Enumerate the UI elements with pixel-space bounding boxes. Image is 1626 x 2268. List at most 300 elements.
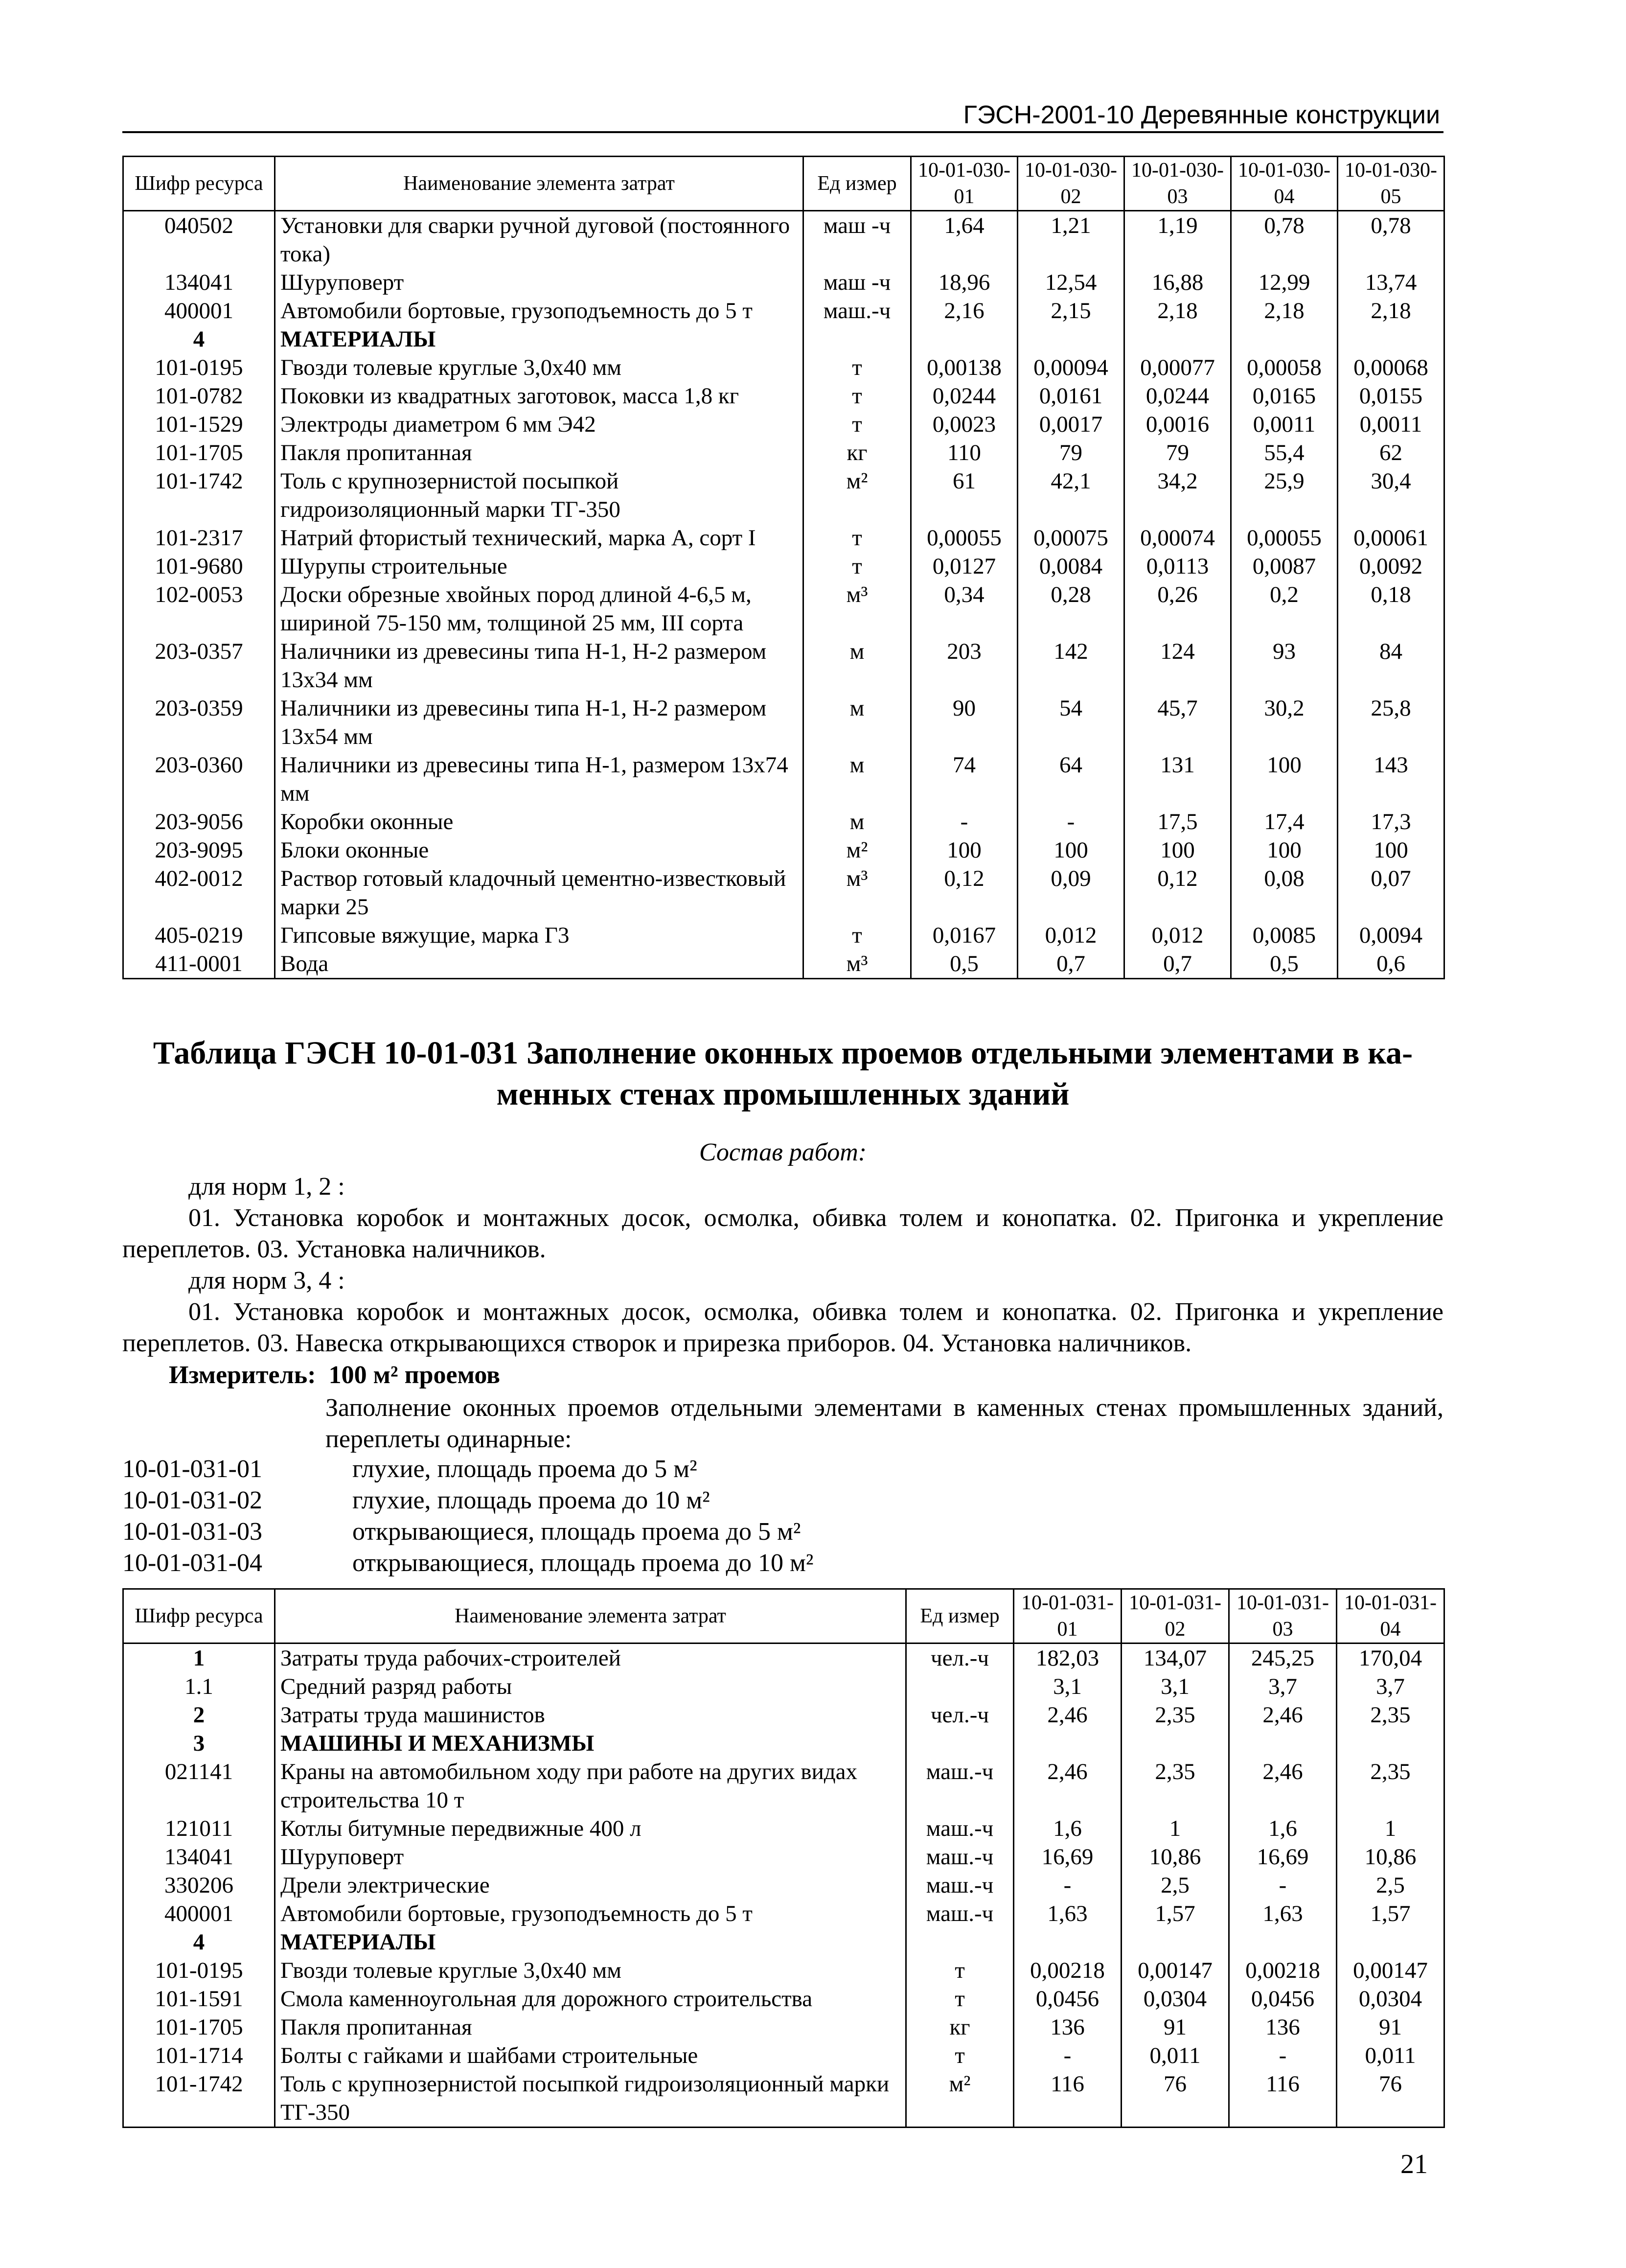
norm-value: 0,0244: [911, 382, 1018, 410]
norm-value: 16,88: [1124, 268, 1231, 297]
table-row: [123, 921, 1444, 949]
resource-name: Гвозди толевые круглые 3,0х40 мм: [275, 353, 803, 382]
norm-value: 62: [1338, 439, 1444, 467]
resource-table-031: [122, 1588, 1445, 2128]
norm-value: 100: [1018, 836, 1124, 864]
norm-value: 0,00075: [1018, 524, 1124, 552]
table-row: [123, 524, 1444, 552]
resource-name: Раствор готовый кладочный цементно-известковый марки 25: [275, 864, 803, 921]
norm-value: 0,0084: [1018, 552, 1124, 580]
resource-code: 3: [123, 1729, 275, 1758]
unit: [906, 1928, 1014, 1956]
norm-value: 2,46: [1014, 1701, 1122, 1729]
norm-value: 1: [1122, 1814, 1229, 1843]
resource-code: 101-9680: [123, 552, 275, 580]
table-row: [123, 382, 1444, 410]
norm-value: 1,19: [1124, 211, 1231, 269]
norm-value: 25,9: [1231, 467, 1338, 524]
norm-value: 3,7: [1229, 1672, 1337, 1701]
resource-code: 2: [123, 1701, 275, 1729]
table-row: [123, 211, 1444, 269]
norm-value: 0,07: [1338, 864, 1444, 921]
resource-name: Шуруповерт: [275, 268, 803, 297]
norm-value: 1,6: [1014, 1814, 1122, 1843]
norm-value: 124: [1124, 637, 1231, 694]
col-header-name: Наименование элемента затрат: [275, 157, 803, 211]
table-row: [123, 949, 1444, 979]
norm-value: 0,0011: [1231, 410, 1338, 439]
norm-value: 131: [1124, 751, 1231, 808]
norms-3-4-label: для норм 3, 4 :: [188, 1267, 345, 1295]
norm-value: 30,4: [1338, 467, 1444, 524]
norm-value: -: [1014, 2041, 1122, 2070]
norm-code: 10-01-031-02: [122, 1486, 262, 1514]
unit: м³: [803, 864, 911, 921]
norm-value: [1014, 1729, 1122, 1758]
resource-code: 4: [123, 325, 275, 353]
norm-value: 0,0087: [1231, 552, 1338, 580]
norm-value: 1,63: [1229, 1899, 1337, 1928]
norm-value: 0,12: [1124, 864, 1231, 921]
norm-value: 18,96: [911, 268, 1018, 297]
norm-value: 0,0127: [911, 552, 1018, 580]
resource-code: 203-0359: [123, 694, 275, 751]
norm-value: 0,78: [1338, 211, 1444, 269]
resource-code: 1.1: [123, 1672, 275, 1701]
table-row: [123, 353, 1444, 382]
norm-value: -: [1229, 2041, 1337, 2070]
table-row: [123, 1643, 1444, 1673]
section-row: [123, 325, 1444, 353]
norm-value: 136: [1229, 2013, 1337, 2041]
norm-value: -: [1014, 1871, 1122, 1899]
norm-value: 142: [1018, 637, 1124, 694]
norm-value: 42,1: [1018, 467, 1124, 524]
table-row: [123, 1956, 1444, 1985]
col-header-norm: 10-01-030-04: [1231, 157, 1338, 211]
resource-name: Вода: [275, 949, 803, 979]
resource-name: Затраты труда машинистов: [275, 1701, 906, 1729]
unit: м³: [803, 580, 911, 637]
norms-1-2-text: 01. Установка коробок и монтажных досок, осмолка, обивка толем и конопатка. 02. Пригонка и укрепление переплетов. 03. Установка наличников.: [122, 1204, 1443, 1263]
norm-value: 1,64: [911, 211, 1018, 269]
col-header-norm: 10-01-030-03: [1124, 157, 1231, 211]
norm-value: 2,18: [1124, 297, 1231, 325]
unit: маш.-ч: [906, 1758, 1014, 1814]
resource-name: Наличники из древесины типа Н-1, Н-2 размером 13х34 мм: [275, 637, 803, 694]
col-header-unit: Ед измер: [906, 1589, 1014, 1643]
norm-value: 0,00055: [1231, 524, 1338, 552]
resource-name: Гипсовые вяжущие, марка Г3: [275, 921, 803, 949]
resource-code: 4: [123, 1928, 275, 1956]
resource-code: 101-0195: [123, 353, 275, 382]
unit: м²: [803, 467, 911, 524]
resource-code: 101-0782: [123, 382, 275, 410]
table-row: [123, 1701, 1444, 1729]
resource-code: 203-9056: [123, 808, 275, 836]
norm-value: 0,0113: [1124, 552, 1231, 580]
table-row: [123, 467, 1444, 524]
norm-value: 64: [1018, 751, 1124, 808]
resource-code: 101-1742: [123, 467, 275, 524]
table-row: [123, 694, 1444, 751]
unit: т: [906, 2041, 1014, 2070]
norm-value: 0,011: [1337, 2041, 1444, 2070]
norm-value: 0,0167: [911, 921, 1018, 949]
table-row: [123, 864, 1444, 921]
table-row: [123, 2041, 1444, 2070]
title-line-1: Таблица ГЭСН 10-01-031 Заполнение оконных проемов отдельными элементами в ка-: [153, 1035, 1413, 1071]
table-row: [123, 1758, 1444, 1814]
norm-value: [1229, 1729, 1337, 1758]
resource-code: 405-0219: [123, 921, 275, 949]
col-header-norm: 10-01-031-03: [1229, 1589, 1337, 1643]
resource-name: Шуруповерт: [275, 1843, 906, 1871]
table-header-row: [123, 157, 1444, 211]
unit: чел.-ч: [906, 1643, 1014, 1673]
norm-value: 0,00061: [1338, 524, 1444, 552]
norm-value: 2,35: [1337, 1701, 1444, 1729]
section-row: [123, 1729, 1444, 1758]
norm-value: 1,6: [1229, 1814, 1337, 1843]
resource-name: Наличники из древесины типа Н-1, размером 13х74 мм: [275, 751, 803, 808]
resource-code: 1: [123, 1643, 275, 1673]
norm-value: 12,99: [1231, 268, 1338, 297]
unit: кг: [803, 439, 911, 467]
norm-value: 0,00138: [911, 353, 1018, 382]
norm-description: Заполнение оконных проемов отдельными элементами в каменных стенах промышленных зданий, переплеты одинарные:: [325, 1394, 1443, 1453]
norm-value: 0,00218: [1014, 1956, 1122, 1985]
resource-name: Доски обрезные хвойных пород длиной 4-6,5 м, шириной 75-150 мм, толщиной 25 мм, III сорта: [275, 580, 803, 637]
norm-value: 90: [911, 694, 1018, 751]
norm-value: [1122, 1928, 1229, 1956]
norm-value: 54: [1018, 694, 1124, 751]
norm-value: 17,4: [1231, 808, 1338, 836]
norm-value: 0,0085: [1231, 921, 1338, 949]
norm-value: 100: [1338, 836, 1444, 864]
norm-variant: открывающиеся, площадь проема до 10 м²: [352, 1549, 814, 1577]
unit: м: [803, 637, 911, 694]
norm-value: 0,12: [911, 864, 1018, 921]
title-line-2: менных стенах промышленных зданий: [496, 1076, 1070, 1112]
norm-value: [1229, 1928, 1337, 1956]
norm-variant: глухие, площадь проема до 5 м²: [352, 1455, 697, 1483]
resource-name: МАТЕРИАЛЫ: [275, 325, 803, 353]
resource-name: Пакля пропитанная: [275, 439, 803, 467]
resource-name: МАШИНЫ И МЕХАНИЗМЫ: [275, 1729, 906, 1758]
table-header-row: [123, 1589, 1444, 1643]
table-row: [123, 439, 1444, 467]
page-number: 21: [1400, 2149, 1428, 2179]
norm-value: 2,35: [1122, 1701, 1229, 1729]
norm-value: 74: [911, 751, 1018, 808]
norm-value: 0,0304: [1337, 1985, 1444, 2013]
norm-value: 76: [1337, 2070, 1444, 2128]
norm-code: 10-01-031-04: [122, 1549, 262, 1577]
norm-value: [911, 325, 1018, 353]
resource-code: 121011: [123, 1814, 275, 1843]
norm-value: 0,7: [1018, 949, 1124, 979]
norm-value: 0,00074: [1124, 524, 1231, 552]
norm-value: [1018, 325, 1124, 353]
norm-value: 100: [1231, 836, 1338, 864]
col-header-norm: 10-01-031-04: [1337, 1589, 1444, 1643]
resource-name: Шурупы строительные: [275, 552, 803, 580]
unit: кг: [906, 2013, 1014, 2041]
col-header-norm: 10-01-030-01: [911, 157, 1018, 211]
norm-value: 2,46: [1014, 1758, 1122, 1814]
resource-code: 101-1705: [123, 439, 275, 467]
norm-value: 0,011: [1122, 2041, 1229, 2070]
resource-name: Наличники из древесины типа Н-1, Н-2 размером 13х54 мм: [275, 694, 803, 751]
norm-value: 0,5: [1231, 949, 1338, 979]
section-row: [123, 1928, 1444, 1956]
norm-value: 0,0456: [1014, 1985, 1122, 2013]
norm-value: [1231, 325, 1338, 353]
table-row: [123, 2013, 1444, 2041]
resource-name: Дрели электрические: [275, 1871, 906, 1899]
norm-value: 0,0161: [1018, 382, 1124, 410]
table-row: [123, 1871, 1444, 1899]
norm-value: 1: [1337, 1814, 1444, 1843]
norm-value: 110: [911, 439, 1018, 467]
resource-table-030: [122, 156, 1445, 979]
resource-name: Коробки оконные: [275, 808, 803, 836]
resource-name: Поковки из квадратных заготовок, масса 1,8 кг: [275, 382, 803, 410]
norm-value: -: [1018, 808, 1124, 836]
col-header-code: Шифр ресурса: [123, 157, 275, 211]
col-header-norm: 10-01-031-01: [1014, 1589, 1122, 1643]
norm-value: 100: [1124, 836, 1231, 864]
unit: чел.-ч: [906, 1701, 1014, 1729]
norm-value: 0,00058: [1231, 353, 1338, 382]
norm-code: 10-01-031-01: [122, 1455, 262, 1483]
table-row: [123, 552, 1444, 580]
meter: [169, 1361, 500, 1389]
unit: [906, 1729, 1014, 1758]
resource-name: Затраты труда рабочих-строителей: [275, 1643, 906, 1673]
unit: маш.-ч: [906, 1814, 1014, 1843]
norm-value: 2,18: [1338, 297, 1444, 325]
norm-value: 0,0155: [1338, 382, 1444, 410]
norm-value: 30,2: [1231, 694, 1338, 751]
norm-value: 1,63: [1014, 1899, 1122, 1928]
norm-value: 1,57: [1122, 1899, 1229, 1928]
norm-variant: открывающиеся, площадь проема до 5 м²: [352, 1518, 801, 1546]
norm-value: 0,5: [911, 949, 1018, 979]
table-row: [123, 808, 1444, 836]
norm-value: 2,46: [1229, 1758, 1337, 1814]
resource-code: 203-9095: [123, 836, 275, 864]
unit: т: [906, 1985, 1014, 2013]
table-row: [123, 637, 1444, 694]
norm-value: 203: [911, 637, 1018, 694]
norm-value: 16,69: [1229, 1843, 1337, 1871]
resource-code: 402-0012: [123, 864, 275, 921]
resource-name: Средний разряд работы: [275, 1672, 906, 1701]
norm-value: 3,1: [1122, 1672, 1229, 1701]
norm-value: 12,54: [1018, 268, 1124, 297]
unit: маш -ч: [803, 211, 911, 269]
table-row: [123, 268, 1444, 297]
norm-value: [1014, 1928, 1122, 1956]
norm-value: -: [1229, 1871, 1337, 1899]
resource-code: 101-1742: [123, 2070, 275, 2128]
norm-value: 0,0011: [1338, 410, 1444, 439]
meter-value: 100 м² проемов: [328, 1361, 501, 1389]
norm-value: 13,74: [1338, 268, 1444, 297]
norm-value: 2,35: [1122, 1758, 1229, 1814]
norm-value: 91: [1337, 2013, 1444, 2041]
table-row: [123, 1672, 1444, 1701]
norm-value: 0,0304: [1122, 1985, 1229, 2013]
norm-value: 79: [1124, 439, 1231, 467]
col-header-norm: 10-01-031-02: [1122, 1589, 1229, 1643]
norm-value: 0,0017: [1018, 410, 1124, 439]
norm-value: 143: [1338, 751, 1444, 808]
norm-value: 91: [1122, 2013, 1229, 2041]
running-header: ГЭСН-2001-10 Деревянные конструкции: [963, 101, 1440, 129]
norm-value: 17,5: [1124, 808, 1231, 836]
norm-value: 2,35: [1337, 1758, 1444, 1814]
norm-value: 0,00077: [1124, 353, 1231, 382]
unit: м²: [906, 2070, 1014, 2128]
unit: т: [803, 382, 911, 410]
resource-code: 101-2317: [123, 524, 275, 552]
col-header-norm: 10-01-030-02: [1018, 157, 1124, 211]
norm-value: 0,012: [1018, 921, 1124, 949]
col-header-norm: 10-01-030-05: [1338, 157, 1444, 211]
table-row: [123, 836, 1444, 864]
unit: м³: [803, 949, 911, 979]
unit: [906, 1672, 1014, 1701]
resource-name: Автомобили бортовые, грузоподъемность до 5 т: [275, 1899, 906, 1928]
resource-code: 101-0195: [123, 1956, 275, 1985]
norm-value: 10,86: [1122, 1843, 1229, 1871]
norm-value: 2,46: [1229, 1701, 1337, 1729]
resource-code: 203-0357: [123, 637, 275, 694]
unit: т: [803, 353, 911, 382]
norm-value: 16,69: [1014, 1843, 1122, 1871]
norm-value: 0,0456: [1229, 1985, 1337, 2013]
norm-value: -: [911, 808, 1018, 836]
resource-code: 134041: [123, 1843, 275, 1871]
norm-value: 76: [1122, 2070, 1229, 2128]
resource-name: Электроды диаметром 6 мм Э42: [275, 410, 803, 439]
resource-code: 101-1529: [123, 410, 275, 439]
norm-value: 2,5: [1122, 1871, 1229, 1899]
work-composition-label: Состав работ:: [699, 1138, 867, 1166]
norm-value: 55,4: [1231, 439, 1338, 467]
table-row: [123, 410, 1444, 439]
norm-value: 116: [1229, 2070, 1337, 2128]
norm-value: 0,28: [1018, 580, 1124, 637]
norm-value: 182,03: [1014, 1643, 1122, 1673]
norm-value: 2,18: [1231, 297, 1338, 325]
unit: [803, 325, 911, 353]
norm-value: [1124, 325, 1231, 353]
norm-value: 245,25: [1229, 1643, 1337, 1673]
norm-value: 17,3: [1338, 808, 1444, 836]
resource-code: 411-0001: [123, 949, 275, 979]
norm-value: 79: [1018, 439, 1124, 467]
col-header-code: Шифр ресурса: [123, 1589, 275, 1643]
norm-value: 170,04: [1337, 1643, 1444, 1673]
table-row: [123, 297, 1444, 325]
norm-value: 84: [1338, 637, 1444, 694]
unit: маш.-ч: [906, 1899, 1014, 1928]
unit: м: [803, 694, 911, 751]
norm-value: 0,00094: [1018, 353, 1124, 382]
resource-name: Блоки оконные: [275, 836, 803, 864]
norm-value: 34,2: [1124, 467, 1231, 524]
header-rule: [122, 131, 1443, 133]
unit: маш.-ч: [906, 1871, 1014, 1899]
norm-value: 0,012: [1124, 921, 1231, 949]
resource-code: 101-1714: [123, 2041, 275, 2070]
resource-name: Натрий фтористый технический, марка А, сорт I: [275, 524, 803, 552]
norm-value: 0,0092: [1338, 552, 1444, 580]
unit: маш -ч: [803, 268, 911, 297]
norm-value: 116: [1014, 2070, 1122, 2128]
resource-name: Автомобили бортовые, грузоподъемность до 5 т: [275, 297, 803, 325]
norm-value: 0,78: [1231, 211, 1338, 269]
resource-code: 400001: [123, 297, 275, 325]
table-row: [123, 1985, 1444, 2013]
resource-name: Гвозди толевые круглые 3,0х40 мм: [275, 1956, 906, 1985]
unit: т: [803, 524, 911, 552]
resource-code: 203-0360: [123, 751, 275, 808]
norm-value: 1,57: [1337, 1899, 1444, 1928]
norm-value: 93: [1231, 637, 1338, 694]
table-row: [123, 1899, 1444, 1928]
resource-code: 102-0053: [123, 580, 275, 637]
norm-value: 136: [1014, 2013, 1122, 2041]
table-row: [123, 751, 1444, 808]
resource-name: Котлы битумные передвижные 400 л: [275, 1814, 906, 1843]
norm-value: 0,00055: [911, 524, 1018, 552]
norms-3-4-text: 01. Установка коробок и монтажных досок, осмолка, обивка толем и конопатка. 02. Пригонка и укрепление переплетов. 03. Навеска открывающихся створок и прирезка приборов. 04. Установка наличников.: [122, 1298, 1443, 1357]
unit: т: [906, 1956, 1014, 1985]
resource-code: 101-1591: [123, 1985, 275, 2013]
norm-value: [1337, 1729, 1444, 1758]
resource-name: Пакля пропитанная: [275, 2013, 906, 2041]
norm-value: 134,07: [1122, 1643, 1229, 1673]
norm-value: [1122, 1729, 1229, 1758]
norm-value: 3,1: [1014, 1672, 1122, 1701]
unit: маш.-ч: [906, 1843, 1014, 1871]
resource-code: 101-1705: [123, 2013, 275, 2041]
resource-code: 134041: [123, 268, 275, 297]
unit: м: [803, 751, 911, 808]
norms-1-2-label: для норм 1, 2 :: [188, 1173, 345, 1201]
table-row: [123, 2070, 1444, 2128]
norm-value: 10,86: [1337, 1843, 1444, 1871]
norm-value: 0,0244: [1124, 382, 1231, 410]
col-header-name: Наименование элемента затрат: [275, 1589, 906, 1643]
resource-code: 040502: [123, 211, 275, 269]
unit: м²: [803, 836, 911, 864]
norm-value: 100: [911, 836, 1018, 864]
norm-value: 61: [911, 467, 1018, 524]
norm-value: 0,00068: [1338, 353, 1444, 382]
col-header-unit: Ед измер: [803, 157, 911, 211]
norm-value: [1338, 325, 1444, 353]
norm-value: 0,2: [1231, 580, 1338, 637]
norm-value: 0,6: [1338, 949, 1444, 979]
norm-value: 0,34: [911, 580, 1018, 637]
resource-name: Краны на автомобильном ходу при работе на других видах строительства 10 т: [275, 1758, 906, 1814]
